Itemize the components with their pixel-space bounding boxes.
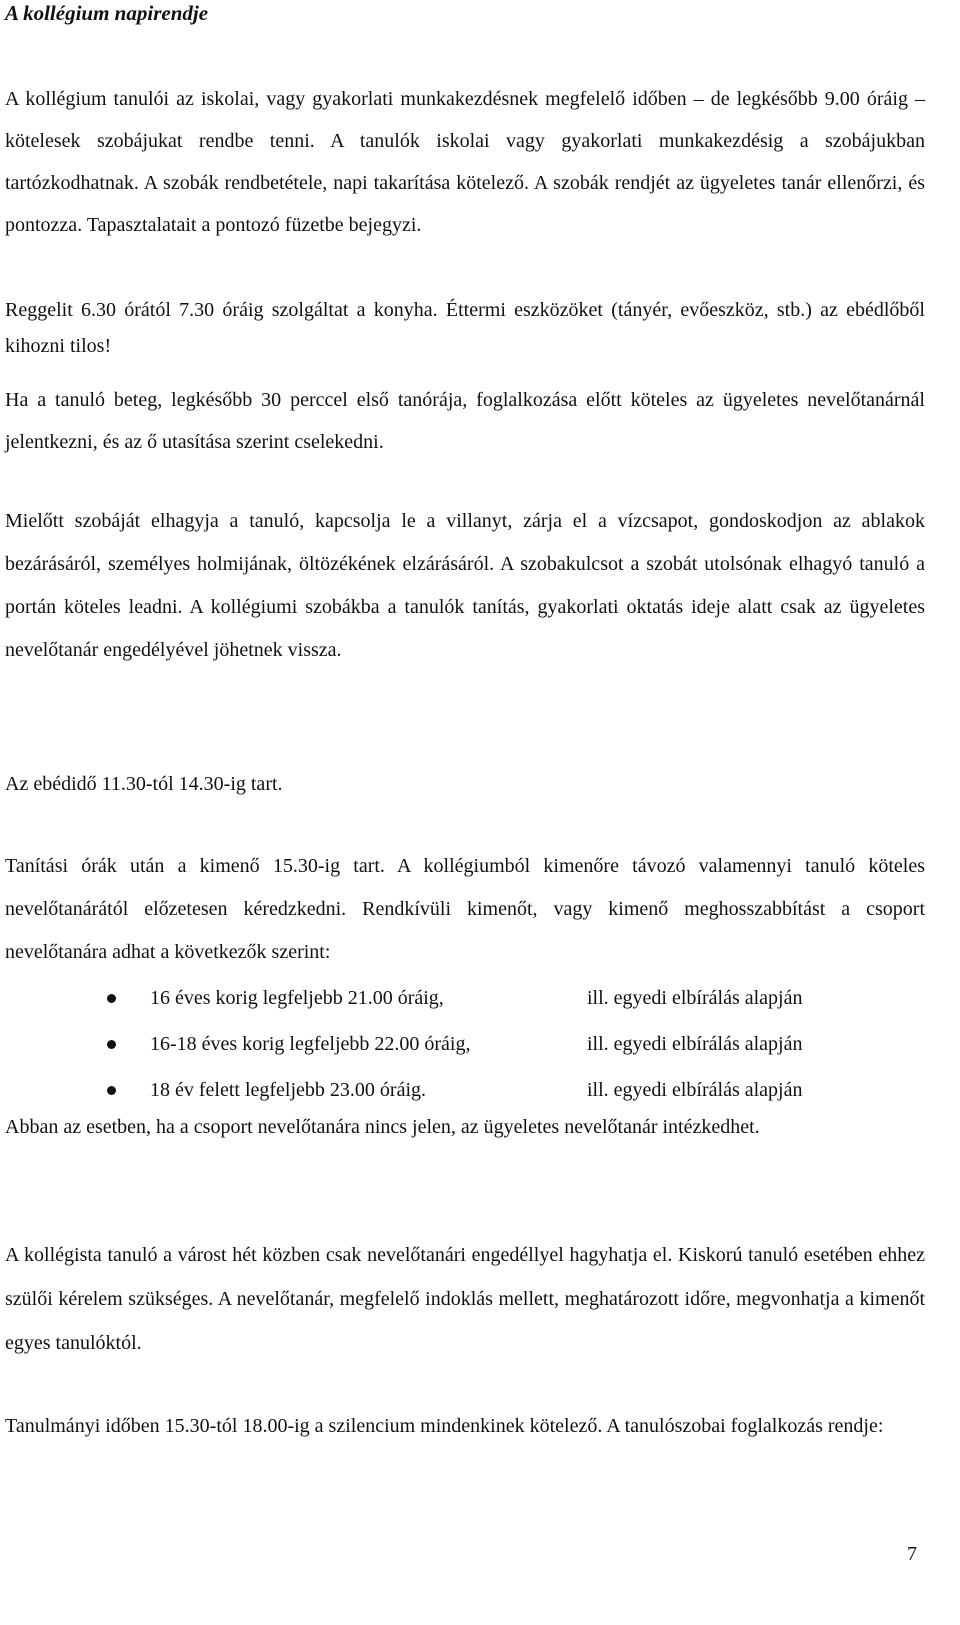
paragraph-room-cleaning: A kollégium tanulói az iskolai, vagy gyakorlati munkakezdésnek megfelelő időben – de legkésőbb 9.00 óráig – kötelesek szobájukat rendbe tenni. A tanulók iskolai vagy gyakorlati munkakezdésig a szobájukban tartózkodhatnak. A szobák rendbetétele, napi takarítása kötelező. A szobák rendjét az ügyeletes tanár ellenőrzi, és pontozza. Tapasztalatait a pontozó füzetbe bejegyzi. <box>5 88 925 236</box>
curfew-rule: 16 éves korig legfeljebb 21.00 óráig, <box>150 987 444 1009</box>
list-item <box>0 975 960 1021</box>
curfew-note: ill. egyedi elbírálás alapján <box>587 1079 803 1101</box>
paragraph-city-leave: A kollégista tanuló a várost hét közben csak nevelőtanári engedéllyel hagyhatja el. Kiskorú tanuló esetében ehhez szülői kérelem szükséges. A nevelőtanár, megfelelő indoklás mellett, meghatározott időre, megvonhatja a kimenőt egyes tanulóktól. <box>5 1244 925 1354</box>
curfew-rule: 18 év felett legfeljebb 23.00 óráig. <box>150 1079 427 1101</box>
paragraph-illness: Ha a tanuló beteg, legkésőbb 30 perccel első tanórája, foglalkozása előtt köteles az ügyeletes nevelőtanárnál jelentkezni, és az ő utasítása szerint cselekedni. <box>5 389 925 453</box>
curfew-list <box>0 975 960 1113</box>
paragraph-study-time: Tanulmányi időben 15.30-tól 18.00-ig a szilencium mindenkinek kötelező. A tanulószobai foglalkozás rendje: <box>5 1415 884 1437</box>
curfew-note: ill. egyedi elbírálás alapján <box>587 987 803 1009</box>
bullet-icon <box>107 994 116 1003</box>
page-title: A kollégium napirendje <box>5 1 209 25</box>
paragraph-lunch: Az ebédidő 11.30-tól 14.30-ig tart. <box>5 773 283 795</box>
paragraph-leave-time: Tanítási órák után a kimenő 15.30-ig tart. A kollégiumból kimenőre távozó valamennyi tanuló köteles nevelőtanárától előzetesen kéredzkedni. Rendkívüli kimenőt, vagy kimenő meghosszabbítást a csoport nevelőtanára adhat a következők szerint: <box>5 855 925 963</box>
paragraph-duty-teacher: Abban az esetben, ha a csoport nevelőtanára nincs jelen, az ügyeletes nevelőtanár intézkedhet. <box>5 1116 760 1138</box>
paragraph-leaving-room: Mielőtt szobáját elhagyja a tanuló, kapcsolja le a villanyt, zárja el a vízcsapot, gondoskodjon az ablakok bezárásáról, személyes holmijának, öltözékének elzárásáról. A szobakulcsot a szobát utolsónak elhagyó tanuló a portán köteles leadni. A kollégiumi szobákba a tanulók tanítás, gyakorlati oktatás ideje alatt csak az ügyeletes nevelőtanár engedélyével jöhetnek vissza. <box>5 510 925 661</box>
curfew-note: ill. egyedi elbírálás alapján <box>587 1033 803 1055</box>
bullet-icon <box>107 1040 116 1049</box>
bullet-icon <box>107 1086 116 1095</box>
list-item <box>0 1021 960 1067</box>
page-number: 7 <box>907 1543 917 1565</box>
curfew-rule: 16-18 éves korig legfeljebb 22.00 óráig, <box>150 1033 471 1055</box>
paragraph-breakfast: Reggelit 6.30 órától 7.30 óráig szolgáltat a konyha. Éttermi eszközöket (tányér, evőeszköz, stb.) az ebédlőből kihozni tilos! <box>5 299 925 357</box>
